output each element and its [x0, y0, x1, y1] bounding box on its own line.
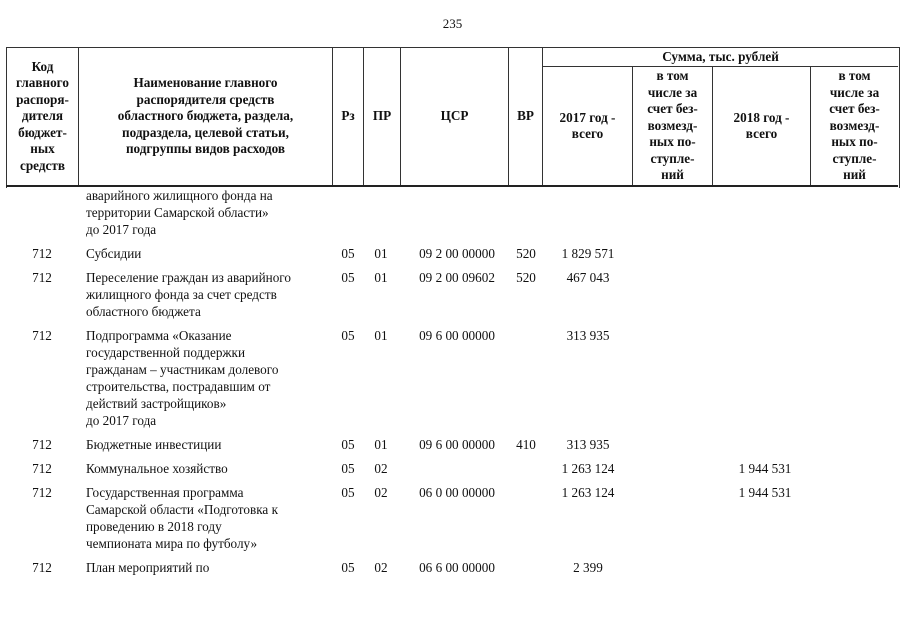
cell-pr: 01 — [374, 246, 388, 261]
header-sum-group: Сумма, тыс. рублей — [662, 48, 779, 64]
cell-rz: 05 — [341, 560, 355, 575]
cell-sum-2018: 1 944 531 — [738, 461, 792, 476]
cell-code: 712 — [32, 485, 52, 500]
cell-name: Переселение граждан из аварийного жилищного фонда за счет средств областного бюджета — [86, 270, 291, 319]
cell-name: План мероприятий по — [86, 560, 210, 575]
cell-code: 712 — [32, 270, 52, 285]
cell-rz: 05 — [341, 270, 355, 285]
cell-csr: 09 2 00 00000 — [419, 246, 495, 261]
header-name: Наименование главного распорядителя средств областного бюджета, раздела, подраздела, целевой статьи, подгруппы видов расходов — [117, 75, 294, 157]
cell-pr: 02 — [374, 485, 388, 500]
cell-code: 712 — [32, 560, 52, 575]
cell-sum-2018: 1 944 531 — [738, 485, 792, 500]
cell-code: 712 — [32, 437, 52, 452]
cell-rz: 05 — [341, 328, 355, 343]
cell-rz: 05 — [341, 437, 355, 452]
cell-name: Субсидии — [86, 246, 142, 261]
cell-vr: 520 — [516, 270, 536, 285]
cell-csr: 09 2 00 09602 — [419, 270, 495, 285]
cell-sum-2017: 313 935 — [566, 328, 610, 343]
cell-pr: 01 — [374, 437, 388, 452]
cell-vr: 520 — [516, 246, 536, 261]
cell-name: Государственная программа Самарской области «Подготовка к проведению в 2018 году чемпионата мира по футболу» — [86, 485, 278, 551]
header-csr: ЦСР — [440, 108, 469, 124]
header-2018-free: в том числе за счет без- возмезд- ных по- ступле- ний — [829, 68, 880, 183]
cell-sum-2017: 1 263 124 — [561, 485, 615, 500]
cell-code: 712 — [32, 461, 52, 476]
page-number: 235 — [442, 16, 463, 31]
cell-rz: 05 — [341, 246, 355, 261]
cell-pr: 01 — [374, 270, 388, 285]
cell-rz: 05 — [341, 485, 355, 500]
cell-csr: 06 6 00 00000 — [419, 560, 495, 575]
cell-name: Коммунальное хозяйство — [86, 461, 228, 476]
cell-vr: 410 — [516, 437, 536, 452]
cell-sum-2017: 2 399 — [573, 560, 603, 575]
cell-sum-2017: 1 829 571 — [561, 246, 615, 261]
header-code: Код главного распоря- дителя бюджет- ных средств — [16, 58, 69, 173]
cell-name: Бюджетные инвестиции — [86, 437, 222, 452]
cell-pr: 02 — [374, 461, 388, 476]
header-rz: Рз — [341, 108, 355, 124]
cell-sum-2017: 313 935 — [566, 437, 610, 452]
header-vr: ВР — [517, 108, 534, 124]
cell-code: 712 — [32, 246, 52, 261]
cell-code: 712 — [32, 328, 52, 343]
header-2017-total: 2017 год - всего — [559, 109, 616, 141]
header-2018-total: 2018 год - всего — [733, 109, 790, 141]
cell-rz: 05 — [341, 461, 355, 476]
header-pr: ПР — [372, 108, 392, 124]
header-2017-free: в том числе за счет без- возмезд- ных по- ступле- ний — [647, 68, 698, 183]
cell-pr: 01 — [374, 328, 388, 343]
cell-sum-2017: 467 043 — [566, 270, 610, 285]
cell-sum-2017: 1 263 124 — [561, 461, 615, 476]
cell-csr: 09 6 00 00000 — [419, 328, 495, 343]
cell-name: Подпрограмма «Оказание государственной поддержки гражданам – участникам долевого строительства, пострадавшим от действий застройщиков» до 2017 года — [86, 328, 279, 428]
cell-name: аварийного жилищного фонда на территории Самарской области» до 2017 года — [86, 188, 273, 237]
cell-csr: 09 6 00 00000 — [419, 437, 495, 452]
cell-csr: 06 0 00 00000 — [419, 485, 495, 500]
cell-pr: 02 — [374, 560, 388, 575]
